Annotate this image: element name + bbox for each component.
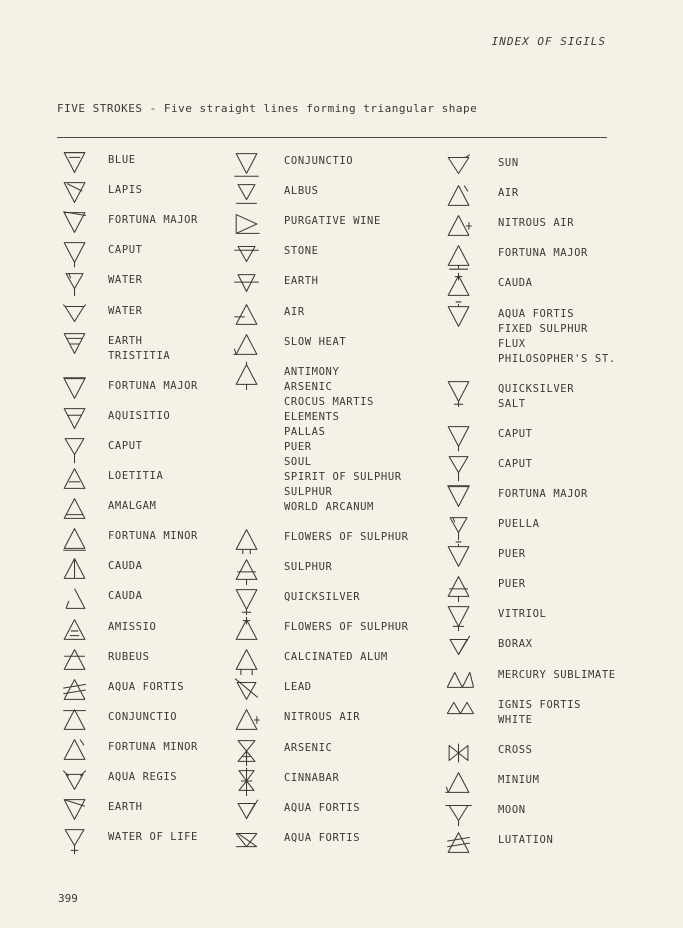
- sigil-label: WHITE: [498, 713, 533, 726]
- sigil-label: SULPHUR: [284, 485, 333, 498]
- triangle-down-open-icon: [60, 298, 90, 330]
- sigil-label: ALBUS: [284, 185, 319, 198]
- sigil-label: AIR: [284, 305, 305, 318]
- sigil-label: PALLAS: [284, 425, 326, 438]
- sigil-label: SOUL: [284, 455, 312, 468]
- sigil-label: ANTIMONY: [284, 365, 340, 378]
- sigil-label: WATER: [108, 274, 143, 287]
- hourglass-stem-icon: [232, 765, 262, 797]
- triangle-up-hatch-icon: [444, 827, 474, 859]
- triangle-up-hatch-icon: [60, 674, 90, 706]
- sigil-label: FLUX: [498, 337, 526, 350]
- triangle-down-stripes-icon: [60, 328, 90, 360]
- sigil-label: AQUISITIO: [108, 409, 171, 422]
- double-peak-icon: [444, 662, 474, 694]
- triangle-up-bracket-icon: [444, 767, 474, 799]
- page-number: 399: [58, 892, 78, 905]
- triangle-up-plus-icon: [232, 704, 262, 736]
- sigil-label: WATER: [108, 304, 143, 317]
- triangle-up-bars-icon: [60, 644, 90, 676]
- triangle-down-stem-icon: [60, 237, 90, 269]
- sigil-label: BORAX: [498, 638, 533, 651]
- sigil-label: PUELLA: [498, 518, 540, 530]
- sigil-label: EARTH: [108, 801, 143, 814]
- hourglass-cross-icon: [232, 735, 262, 767]
- sigil-label: SLOW HEAT: [284, 335, 347, 348]
- sigil-label: SPIRIT OF SULPHUR: [284, 470, 402, 483]
- triangle-down-cross-stem-icon: [232, 584, 262, 616]
- triangle-up-double-icon: [60, 523, 90, 555]
- triangle-down-bar-icon: [60, 147, 90, 179]
- triangle-up-roof-icon: [60, 704, 90, 736]
- sigil-label: AQUA FORTIS: [284, 831, 361, 844]
- sigil-label: CROCUS MARTIS: [284, 395, 374, 408]
- sigil-label: PUER: [498, 548, 526, 561]
- sigil-label: CAPUT: [108, 244, 143, 257]
- triangle-down-horizon-icon: [232, 268, 262, 300]
- triangle-up-flag-icon: [444, 180, 474, 212]
- sigil-label: CINNABAR: [284, 771, 340, 784]
- sigil-label: SULPHUR: [284, 560, 333, 573]
- sigil-label: LEAD: [284, 681, 312, 694]
- sigil-label: CAPUT: [498, 457, 533, 470]
- sigil-label: SALT: [498, 397, 526, 410]
- sigil-label: PHILOSOPHER'S ST.: [498, 352, 616, 365]
- sigil-label: CAUDA: [108, 590, 143, 603]
- sigil-label: ELEMENTS: [284, 410, 340, 423]
- sigil-label: VITRIOL: [498, 608, 547, 621]
- sigil-label: AQUA FORTIS: [498, 307, 575, 320]
- triangle-down-tail-icon: [444, 511, 474, 543]
- sigil-label: EARTH: [108, 334, 143, 347]
- triangle-up-cross-top-icon: [232, 614, 262, 646]
- sigil-label: FORTUNA MAJOR: [108, 379, 198, 392]
- sigil-label: MERCURY SUBLIMATE: [498, 668, 616, 681]
- sigil-label: RUBEUS: [108, 650, 150, 663]
- sigil-label: AQUA REGIS: [108, 771, 178, 783]
- triangle-up-bar-icon: [60, 463, 90, 495]
- triangle-down-slant-icon: [60, 794, 90, 826]
- sigil-label: FLOWERS OF SULPHUR: [284, 530, 409, 543]
- running-header: INDEX OF SIGILS: [491, 35, 606, 48]
- sigil-label: PUER: [498, 578, 526, 591]
- sigil-label: FORTUNA MAJOR: [498, 487, 588, 500]
- sigil-label: AIR: [498, 187, 519, 200]
- sigil-label: WATER OF LIFE: [108, 831, 198, 844]
- section-rule: [57, 137, 607, 138]
- triangle-down-cross-top-icon: [444, 301, 474, 333]
- sigil-label: TRISTITIA: [108, 349, 171, 362]
- sigil-label: IGNIS FORTIS: [498, 698, 582, 711]
- triangle-down-lined-icon: [60, 373, 90, 405]
- triangle-down-ground-icon: [232, 178, 262, 210]
- triangle-down-cross-base-icon: [444, 601, 474, 633]
- triangle-up-base-icon: [60, 493, 90, 525]
- sigil-label: MOON: [498, 803, 526, 816]
- triangle-up-legs-icon: [232, 644, 262, 676]
- sigil-label: PUER: [284, 440, 312, 453]
- sigil-label: STONE: [284, 245, 319, 258]
- triangle-down-long-stem-icon: [444, 451, 474, 483]
- sigil-label: FORTUNA MAJOR: [108, 214, 198, 227]
- sigil-label: LAPIS: [108, 184, 143, 197]
- triangle-down-tail-icon: [60, 267, 90, 299]
- triangle-down-stem-icon: [444, 421, 474, 453]
- sigil-label: QUICKSILVER: [498, 382, 575, 395]
- triangle-up-arrow-icon: [232, 299, 262, 331]
- triangle-up-spire-icon: [232, 359, 262, 391]
- sigil-label: ARSENIC: [284, 741, 333, 754]
- triangle-down-point-icon: [444, 150, 474, 182]
- triangle-up-cross-base-icon: [232, 524, 262, 556]
- sigil-label: AQUA FORTIS: [284, 801, 361, 814]
- sigil-label: ARSENIC: [284, 380, 333, 393]
- triangle-sideways-icon: [232, 208, 262, 240]
- sigil-label: NITROUS AIR: [284, 711, 361, 724]
- sigil-label: AMISSIO: [108, 620, 157, 633]
- triangle-up-plus-icon: [444, 210, 474, 242]
- sigil-label: CAUDA: [108, 560, 143, 573]
- triangle-up-cross-mid-icon: [444, 571, 474, 603]
- sigil-label: CAPUT: [108, 439, 143, 452]
- section-title: FIVE STROKES - Five straight lines forming triangular shape: [57, 102, 478, 115]
- triangle-down-double-icon: [60, 207, 90, 239]
- sigil-label: CAUDA: [498, 277, 533, 290]
- triangle-down-cross-top-icon: [444, 541, 474, 573]
- bowtie-icon: [444, 737, 474, 769]
- triangle-down-cross-icon: [60, 177, 90, 209]
- triangle-down-arrow-icon: [444, 797, 474, 829]
- triangle-up-flag-icon: [60, 734, 90, 766]
- triangle-down-check-icon: [444, 631, 474, 663]
- double-peak-flat-icon: [444, 692, 474, 724]
- sigil-label: SUN: [498, 157, 519, 169]
- sigil-label: FIXED SULPHUR: [498, 322, 588, 335]
- sigil-label: LOETITIA: [108, 470, 164, 482]
- triangle-up-bracket-icon: [232, 329, 262, 361]
- triangle-up-cross-top-icon: [444, 270, 474, 302]
- sigil-label: FORTUNA MAJOR: [498, 247, 588, 260]
- triangle-down-check-icon: [232, 795, 262, 827]
- sigil-label: CROSS: [498, 743, 533, 756]
- sigil-label: EARTH: [284, 275, 319, 288]
- sigil-label: WORLD ARCANUM: [284, 500, 374, 513]
- triangle-down-line-icon: [232, 238, 262, 270]
- triangle-crossed-icon: [232, 674, 262, 706]
- sigil-label: FLOWERS OF SULPHUR: [284, 621, 409, 634]
- sigil-label: AMALGAM: [108, 500, 157, 513]
- sigil-label: CAPUT: [498, 427, 533, 440]
- triangle-down-cross-foot-icon: [60, 824, 90, 856]
- sigil-label: CALCINATED ALUM: [284, 651, 388, 664]
- triangle-down-split-icon: [60, 403, 90, 435]
- triangle-down-cross-stem-icon: [444, 376, 474, 408]
- triangle-up-stroke-icon: [60, 553, 90, 585]
- sigil-label: AQUA FORTIS: [108, 680, 185, 693]
- sigil-label: CONJUNCTIO: [108, 710, 178, 723]
- sigil-label: CONJUNCTIO: [284, 155, 354, 167]
- sigil-label: PURGATIVE WINE: [284, 215, 381, 228]
- triangle-down-underline-icon: [232, 148, 262, 180]
- triangle-up-inner-icon: [60, 614, 90, 646]
- sigil-label: QUICKSILVER: [284, 591, 361, 603]
- triangle-up-cross-mid-icon: [232, 554, 262, 586]
- sigil-label: FORTUNA MINOR: [108, 740, 198, 753]
- sigil-label: MINIUM: [498, 773, 540, 786]
- triangle-down-lined-icon: [444, 481, 474, 513]
- sigil-label: FORTUNA MINOR: [108, 530, 198, 543]
- sigil-label: LUTATION: [498, 834, 554, 846]
- triangle-up-open-icon: [60, 583, 90, 615]
- triangle-up-stem-base-icon: [444, 240, 474, 272]
- sigil-label: BLUE: [108, 154, 136, 166]
- sigil-label: NITROUS AIR: [498, 217, 575, 230]
- triangle-down-wings-icon: [60, 764, 90, 796]
- triangle-down-long-stem-icon: [60, 433, 90, 465]
- triangle-down-z-icon: [232, 825, 262, 857]
